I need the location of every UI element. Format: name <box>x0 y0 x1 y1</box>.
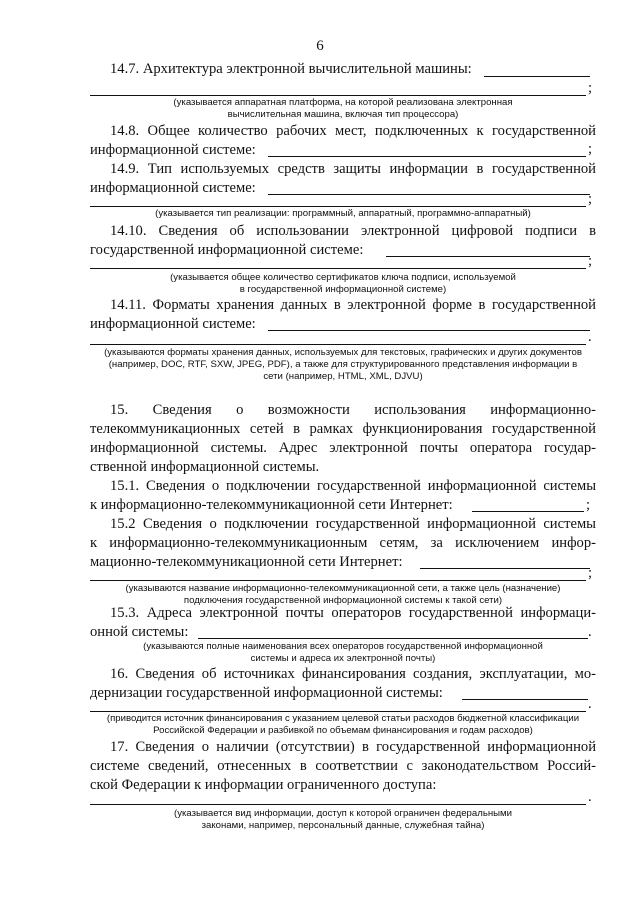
item-14-8-line-2: информационной системе: <box>90 142 256 158</box>
item-16-note-1: (приводится источник финансирования с указанием целевой статьи расходов бюджетной классификации <box>106 713 580 724</box>
item-17-period: . <box>588 789 592 805</box>
page-number: 6 <box>316 38 324 54</box>
item-14-10-line-2: государственной информационной системе: <box>90 242 364 258</box>
item-14-10-semicolon: ; <box>588 253 593 269</box>
item-17-note-1: (указывается вид информации, доступ к которой ограничен федеральными <box>174 808 512 819</box>
item-14-9-line-2: информационной системе: <box>90 180 256 196</box>
item-14-11-line-2: информационной системе: <box>90 316 256 332</box>
item-14-11-note-3: сети (например, HTML, XML, DJVU) <box>263 371 423 382</box>
item-14-9-blank-1 <box>268 194 590 195</box>
item-15-1-line-1: 15.1. Сведения о подключении государственной информационной системы <box>110 478 596 494</box>
item-14-10-blank-2 <box>90 268 586 269</box>
item-15-2-line-1: 15.2 Сведения о подключении государственной информационной системы <box>110 516 596 532</box>
item-15-3-line-1: 15.3. Адреса электронной почты операторов государственной информаци- <box>110 605 596 621</box>
item-14-8-semicolon: ; <box>588 141 593 157</box>
item-16-line-2: дернизации государственной информационной системы: <box>90 685 443 701</box>
item-15-2-blank-1 <box>420 568 590 569</box>
item-15-1-line-2: к информационно-телекоммуникационной сети Интернет: <box>90 497 453 513</box>
item-14-9-note: (указывается тип реализации: программный, аппаратный, программно-аппаратный) <box>155 208 531 219</box>
item-17-line-2: системе сведений, отнесенных в соответствии с законодательством Россий- <box>90 758 596 774</box>
item-14-9-semicolon: ; <box>588 191 593 207</box>
item-14-7-label: 14.7. Архитектура электронной вычислительной машины: <box>110 61 472 77</box>
item-15-3-note-2: системы и адреса их электронной почты) <box>250 653 436 664</box>
item-14-10-note-2: в государственной информационной системе) <box>239 284 447 295</box>
item-16-line-1: 16. Сведения об источниках финансирования создания, эксплуатации, мо- <box>110 666 596 682</box>
item-16-note-2: Российской Федерации и разбивкой по объемам финансирования и годам расходов) <box>153 725 533 736</box>
item-17-line-3: ской Федерации к информации ограниченного доступа: <box>90 777 437 793</box>
item-15-1-semicolon: ; <box>586 497 591 513</box>
item-15-line-3: информационной системы. Адрес электронной почты оператора государ- <box>90 440 596 456</box>
item-15-2-note-1: (указываются название информационно-телекоммуникационной сети, а также цель (назначение) <box>125 583 561 594</box>
item-17-note-2: законами, например, персональный данные, служебная тайна) <box>201 820 485 831</box>
item-14-9-line-1: 14.9. Тип используемых средств защиты информации в государственной <box>110 161 596 177</box>
item-15-3-blank <box>198 638 588 639</box>
item-15-line-1: 15. Сведения о возможности использования информационно- <box>110 402 596 418</box>
item-14-11-line-1: 14.11. Форматы хранения данных в электронной форме в государственной <box>110 297 596 313</box>
item-14-9-blank-2 <box>90 206 586 207</box>
item-14-7-blank-2 <box>90 95 586 96</box>
item-14-11-period: . <box>588 329 592 345</box>
item-15-1-blank <box>472 511 584 512</box>
item-14-11-note-2: (например, DOC, RTF, SXW, JPEG, PDF), а также для структурированного представления информации в <box>108 359 578 370</box>
item-16-blank-2 <box>90 711 586 712</box>
item-15-2-line-2: к информационно-телекоммуникационным сетям, за исключением инфор- <box>90 535 596 551</box>
item-14-10-note-1: (указывается общее количество сертификатов ключа подписи, используемой <box>170 272 516 283</box>
item-15-line-2: телекоммуникационных сетей в рамках функционирования государственной <box>90 421 596 437</box>
item-14-10-line-1: 14.10. Сведения об использовании электронной цифровой подписи в <box>110 223 596 239</box>
item-15-3-period: . <box>588 624 592 640</box>
item-15-2-note-2: подключения государственной информационной системы к такой сети) <box>183 595 503 606</box>
item-17-line-1: 17. Сведения о наличии (отсутствии) в государственной информационной <box>110 739 596 755</box>
item-14-7-semicolon: ; <box>588 80 593 96</box>
item-14-10-blank-1 <box>386 256 590 257</box>
item-15-line-4: ственной информационной системы. <box>90 459 320 475</box>
item-15-3-line-2: онной системы: <box>90 624 189 640</box>
item-14-8-line-1: 14.8. Общее количество рабочих мест, подключенных к государственной <box>110 123 596 139</box>
item-15-2-line-3: мационно-телекоммуникационной сети Интернет: <box>90 554 403 570</box>
item-15-3-note-1: (указываются полные наименования всех операторов государственной информационной <box>143 641 543 652</box>
item-14-7-note-2: вычислительная машина, включая тип процессора) <box>227 109 459 120</box>
item-14-7-blank-1 <box>484 76 590 77</box>
item-16-period: . <box>588 696 592 712</box>
item-15-2-semicolon: ; <box>588 565 593 581</box>
item-14-11-note-1: (указываются форматы хранения данных, используемых для текстовых, графических и других документов <box>104 347 582 358</box>
item-15-2-blank-2 <box>90 580 586 581</box>
item-14-8-blank <box>268 156 586 157</box>
item-14-11-blank-2 <box>90 344 586 345</box>
item-14-7-note-1: (указывается аппаратная платформа, на которой реализована электронная <box>173 97 513 108</box>
item-14-11-blank-1 <box>268 330 590 331</box>
item-17-blank <box>90 804 586 805</box>
item-16-blank-1 <box>462 699 588 700</box>
